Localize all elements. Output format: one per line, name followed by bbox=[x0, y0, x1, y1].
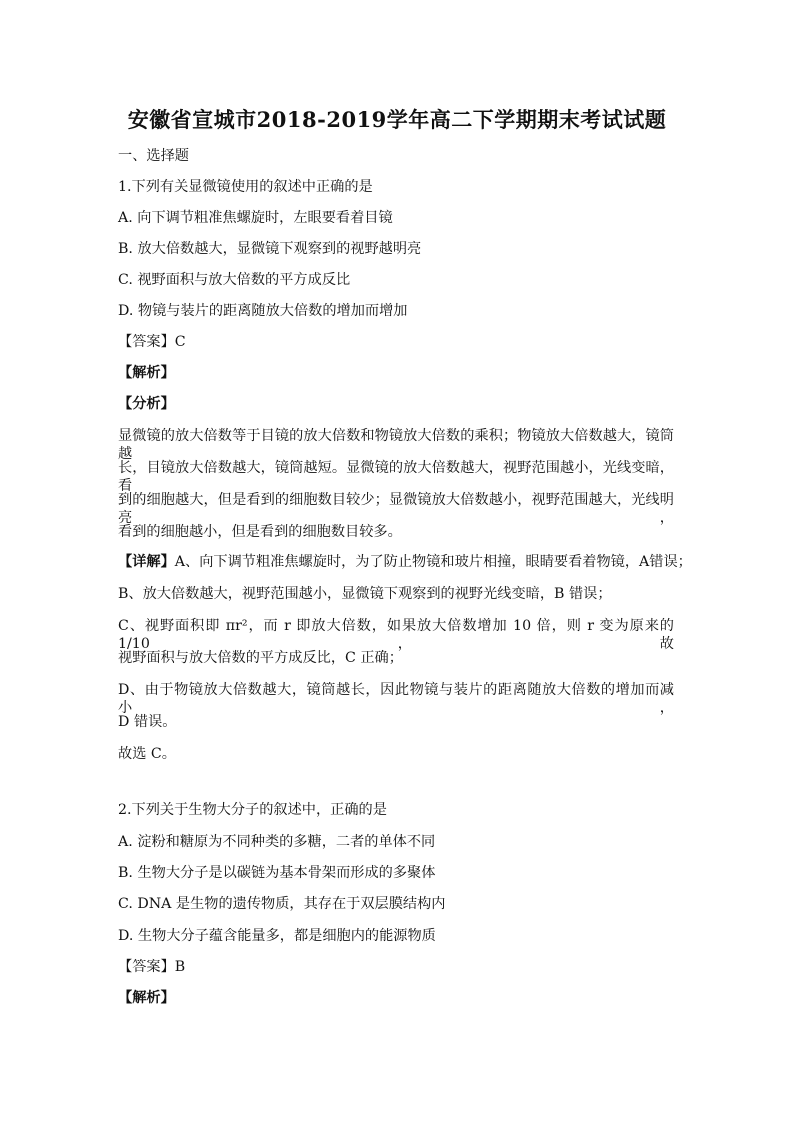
section-heading: 一、选择题 bbox=[118, 148, 189, 164]
q1-detail-line: 视野面积与放大倍数的平方成反比，C 正确； bbox=[118, 650, 403, 666]
q1-option-c: C. 视野面积与放大倍数的平方成反比 bbox=[118, 272, 351, 288]
q1-answer: 【答案】C bbox=[118, 334, 186, 350]
q1-detail-line: D、由于物镜放大倍数越大，镜筒越长，因此物镜与装片的距离随放大倍数的增加而减小， bbox=[118, 682, 674, 716]
q2-stem: 2.下列关于生物大分子的叙述中，正确的是 bbox=[118, 802, 387, 818]
q1-fenxi-line: 看到的细胞越小，但是看到的细胞数目较多。 bbox=[118, 524, 402, 540]
q1-option-d: D. 物镜与装片的距离随放大倍数的增加而增加 bbox=[118, 303, 408, 319]
q1-fenxi-line: 显微镜的放大倍数等于目镜的放大倍数和物镜放大倍数的乘积；物镜放大倍数越大，镜筒越 bbox=[118, 428, 674, 462]
q1-fenxi-line: 到的细胞越大，但是看到的细胞数目较少；显微镜放大倍数越小，视野范围越大，光线明亮， bbox=[118, 492, 674, 526]
q1-detail-text: A、向下调节粗准焦螺旋时，为了防止物镜和玻片相撞，眼睛要看着物镜，A错误； bbox=[174, 554, 692, 570]
q2-analysis-label: 【解析】 bbox=[118, 990, 175, 1006]
q2-answer: 【答案】B bbox=[118, 959, 186, 975]
q1-fenxi-line: 长，目镜放大倍数越大，镜筒越短。显微镜的放大倍数越大，视野范围越小，光线变暗，看 bbox=[118, 460, 674, 494]
q2-option-b: B. 生物大分子是以碳链为基本骨架而形成的多聚体 bbox=[118, 865, 436, 881]
q1-stem: 1.下列有关显微镜使用的叙述中正确的是 bbox=[118, 179, 373, 195]
q1-detail-line: D 错误。 bbox=[118, 714, 177, 730]
q1-detail-line: B、放大倍数越大，视野范围越小，显微镜下观察到的视野光线变暗，B 错误； bbox=[118, 586, 612, 602]
q1-fenxi-label: 【分析】 bbox=[118, 396, 175, 412]
q2-option-c: C. DNA 是生物的遗传物质，其存在于双层膜结构内 bbox=[118, 896, 446, 912]
q2-option-a: A. 淀粉和糖原为不同种类的多糖，二者的单体不同 bbox=[118, 834, 436, 850]
page-title: 安徽省宣城市2018-2019学年高二下学期期末考试试题 bbox=[127, 107, 667, 132]
q1-conclusion: 故选 C。 bbox=[118, 746, 176, 762]
q1-option-b: B. 放大倍数越大，显微镜下观察到的视野越明亮 bbox=[118, 241, 422, 257]
q1-analysis-label: 【解析】 bbox=[118, 365, 175, 381]
q1-detail-label: 【详解】 bbox=[118, 554, 175, 570]
q2-option-d: D. 生物大分子蕴含能量多，都是细胞内的能源物质 bbox=[118, 928, 436, 944]
q1-detail-line: C、视野面积即 πr²，而 r 即放大倍数，如果放大倍数增加 10 倍，则 r 变为原来的 1/10，故 bbox=[118, 618, 674, 652]
q1-detail-first-line bbox=[118, 553, 692, 571]
q1-option-a: A. 向下调节粗准焦螺旋时，左眼要看着目镜 bbox=[118, 210, 393, 226]
